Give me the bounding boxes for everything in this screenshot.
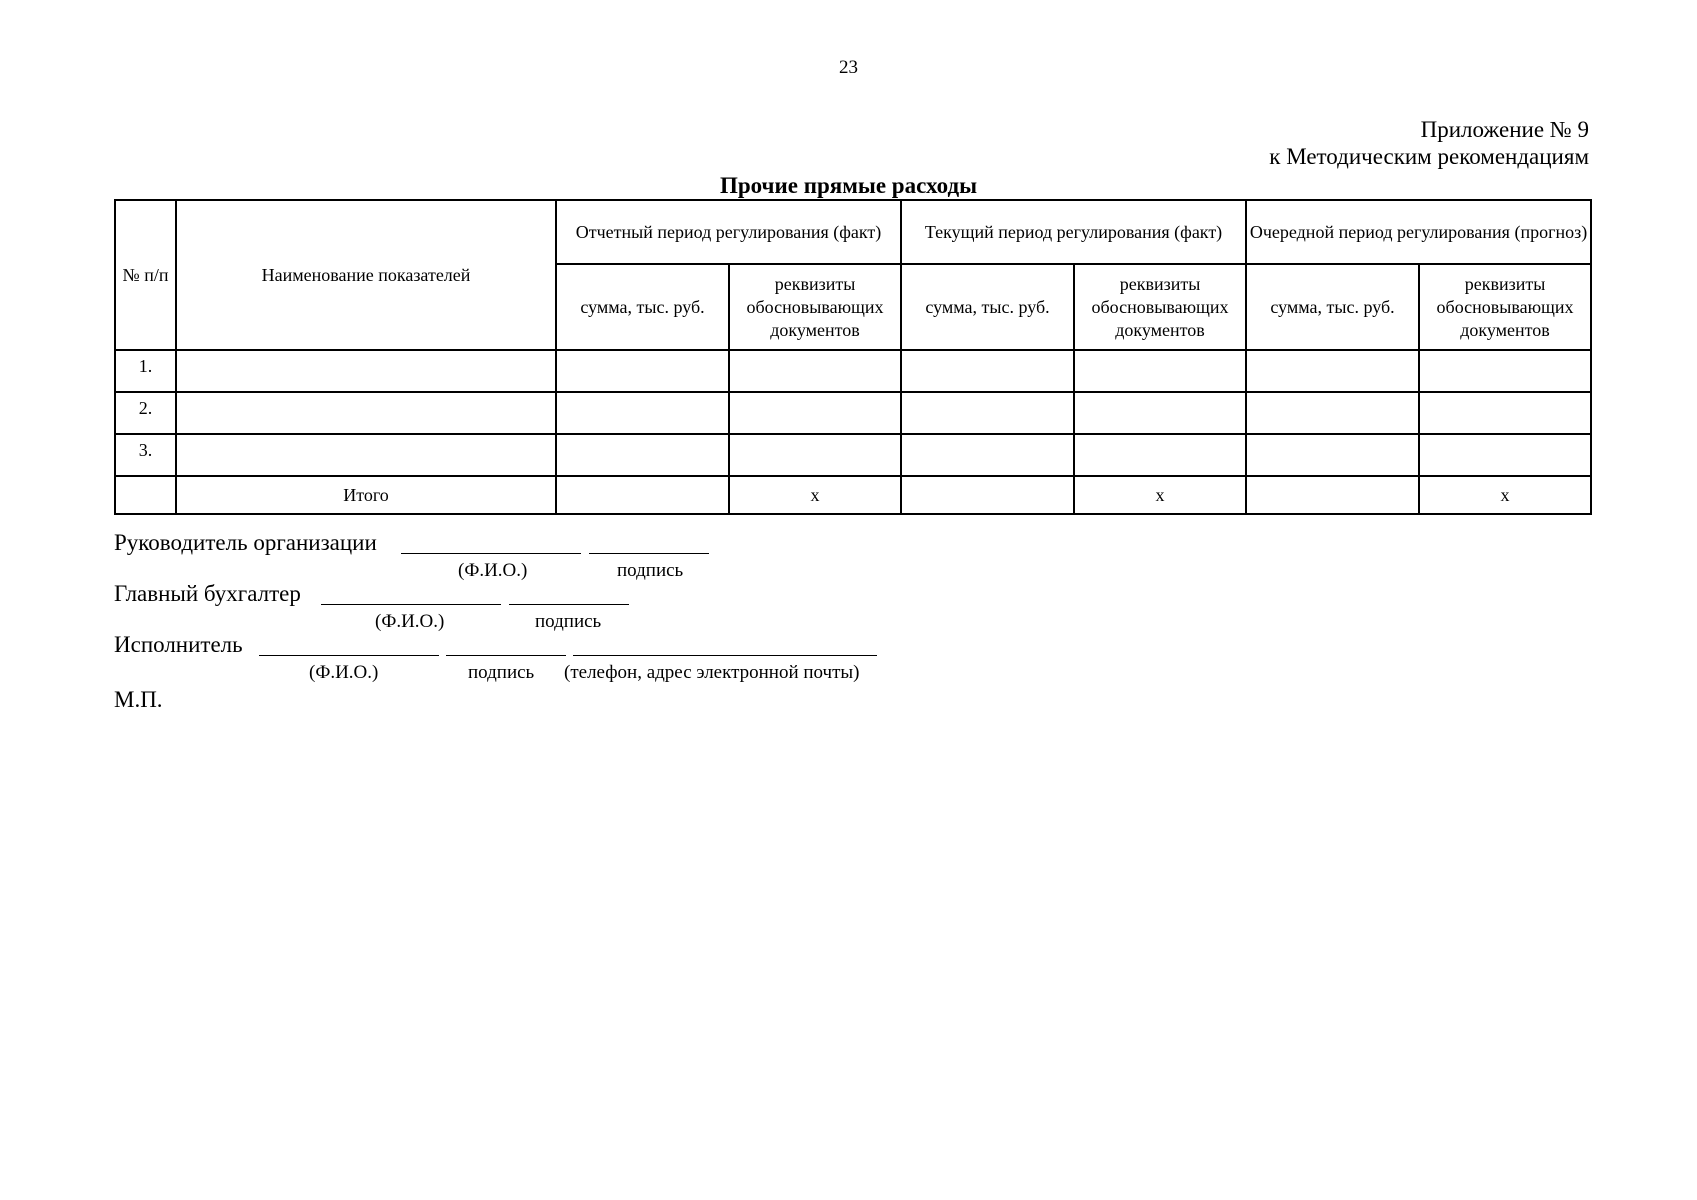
header-indicator-name: Наименование показателей — [176, 200, 556, 350]
row-name-cell[interactable] — [176, 392, 556, 434]
table-header-row — [115, 200, 1591, 264]
row-number: 1. — [115, 350, 176, 392]
cell[interactable] — [901, 350, 1074, 392]
appendix-line-1: Приложение № 9 — [1420, 117, 1589, 142]
accountant-label: Главный бухгалтер — [114, 581, 301, 606]
head-sign-caption: подпись — [617, 560, 684, 581]
table-row — [115, 350, 1591, 392]
appendix-line-2: к Методическим рекомендациям — [1269, 144, 1589, 169]
subheader-documents: реквизиты обосновывающих документов — [729, 264, 901, 350]
total-mark: х — [1074, 476, 1246, 514]
total-sum-next[interactable] — [1246, 476, 1419, 514]
head-fio-caption: (Ф.И.О.) — [458, 560, 528, 581]
subheader-documents: реквизиты обосновывающих документов — [1074, 264, 1246, 350]
cell[interactable] — [556, 434, 729, 476]
row-name-cell[interactable] — [176, 434, 556, 476]
table-row — [115, 434, 1591, 476]
total-number-cell — [115, 476, 176, 514]
executor-sign-blank[interactable] — [446, 655, 566, 656]
cell[interactable] — [1074, 434, 1246, 476]
header-number: № п/п — [115, 200, 176, 350]
cell[interactable] — [729, 392, 901, 434]
subheader-sum: сумма, тыс. руб. — [556, 264, 729, 350]
head-sign-blank[interactable] — [589, 553, 709, 554]
table-total-row — [115, 476, 1591, 514]
cell[interactable] — [1246, 434, 1419, 476]
executor-contact-blank[interactable] — [573, 655, 877, 656]
header-reporting-period: Отчетный период регулирования (факт) — [556, 200, 901, 264]
cell[interactable] — [729, 434, 901, 476]
executor-label: Исполнитель — [114, 632, 243, 657]
cell[interactable] — [901, 392, 1074, 434]
head-label: Руководитель организации — [114, 530, 377, 555]
row-number: 3. — [115, 434, 176, 476]
row-number: 2. — [115, 392, 176, 434]
table-row — [115, 392, 1591, 434]
head-fio-blank[interactable] — [401, 553, 581, 554]
cell[interactable] — [729, 350, 901, 392]
accountant-fio-caption: (Ф.И.О.) — [375, 611, 445, 632]
cell[interactable] — [556, 350, 729, 392]
cell[interactable] — [1074, 392, 1246, 434]
total-sum-reporting[interactable] — [556, 476, 729, 514]
total-mark: х — [729, 476, 901, 514]
executor-contact-caption: (телефон, адрес электронной почты) — [564, 662, 860, 683]
cell[interactable] — [1419, 434, 1591, 476]
row-name-cell[interactable] — [176, 350, 556, 392]
cell[interactable] — [1419, 392, 1591, 434]
subheader-documents: реквизиты обосновывающих документов — [1419, 264, 1591, 350]
stamp-placeholder: М.П. — [114, 687, 163, 712]
cell[interactable] — [556, 392, 729, 434]
document-title: Прочие прямые расходы — [719, 173, 978, 198]
cell[interactable] — [1246, 350, 1419, 392]
cell[interactable] — [1246, 392, 1419, 434]
header-current-period: Текущий период регулирования (факт) — [901, 200, 1246, 264]
executor-fio-blank[interactable] — [259, 655, 439, 656]
total-label: Итого — [176, 476, 556, 514]
subheader-sum: сумма, тыс. руб. — [901, 264, 1074, 350]
accountant-sign-caption: подпись — [535, 611, 602, 632]
accountant-sign-blank[interactable] — [509, 604, 629, 605]
subheader-sum: сумма, тыс. руб. — [1246, 264, 1419, 350]
executor-fio-caption: (Ф.И.О.) — [309, 662, 379, 683]
total-mark: х — [1419, 476, 1591, 514]
cell[interactable] — [901, 434, 1074, 476]
page-number: 23 — [839, 57, 858, 78]
header-next-period: Очередной период регулирования (прогноз) — [1246, 200, 1591, 264]
total-sum-current[interactable] — [901, 476, 1074, 514]
cell[interactable] — [1074, 350, 1246, 392]
executor-sign-caption: подпись — [468, 662, 535, 683]
expenses-table — [114, 199, 1592, 515]
appendix-reference — [1269, 116, 1589, 170]
cell[interactable] — [1419, 350, 1591, 392]
accountant-fio-blank[interactable] — [321, 604, 501, 605]
